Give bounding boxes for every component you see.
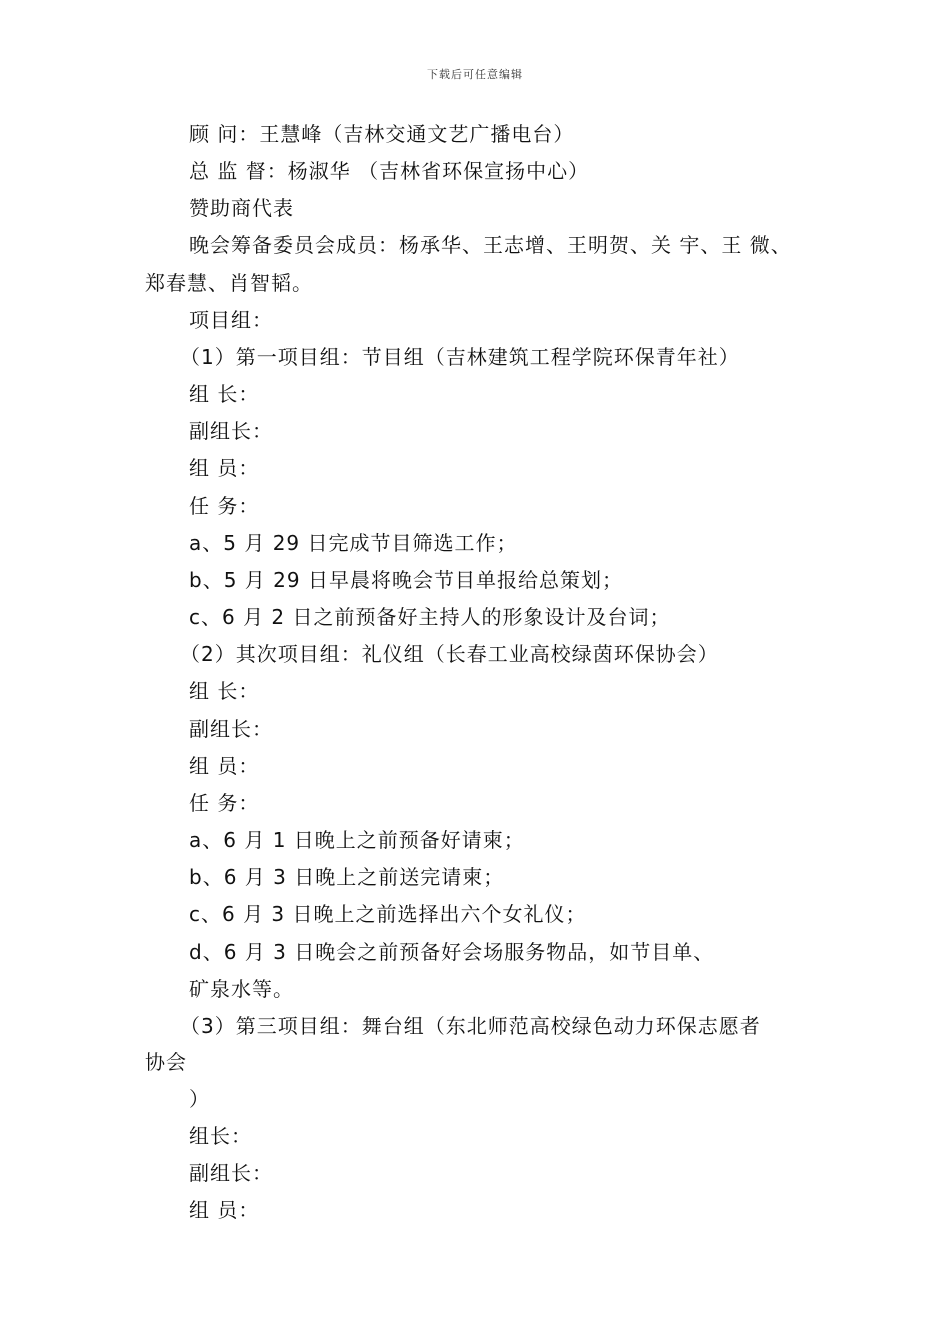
line-group2-deputy: 副组长：: [189, 717, 273, 741]
line-group3-deputy: 副组长：: [189, 1161, 273, 1185]
line-group2-task-a: a、6 月 1 日晚上之前预备好请柬；: [189, 828, 525, 852]
line-sponsor-rep: 赞助商代表: [189, 196, 294, 220]
line-group1-task-a: a、5 月 29 日完成节目筛选工作；: [189, 531, 518, 555]
header-note: 下载后可任意编辑: [427, 68, 523, 81]
line-committee-cont: 郑春慧、肖智韬。: [145, 271, 313, 295]
line-group2-task-d: d、6 月 3 日晚会之前预备好会场服务物品，如节目单、: [189, 940, 715, 964]
line-group2-task-b: b、6 月 3 日晚上之前送完请柬；: [189, 865, 505, 889]
line-committee: 晚会筹备委员会成员：杨承华、王志增、王明贺、关 宇、王 微、: [189, 233, 792, 257]
line-group2-tasks: 任 务：: [189, 791, 260, 815]
line-group1-deputy: 副组长：: [189, 419, 273, 443]
line-project-groups: 项目组：: [189, 308, 273, 332]
line-group2-leader: 组 长：: [189, 679, 260, 703]
line-group2-task-d-cont: 矿泉水等。: [189, 977, 294, 1001]
line-group1-title: （1）第一项目组：节目组（吉林建筑工程学院环保青年社）: [180, 345, 740, 369]
line-supervisor: 总 监 督：杨淑华 （吉林省环保宣扬中心）: [189, 159, 590, 183]
line-group2-title: （2）其次项目组：礼仪组（长春工业高校绿茵环保协会）: [180, 642, 719, 666]
line-group1-task-c: c、6 月 2 日之前预备好主持人的形象设计及台词；: [189, 605, 671, 629]
line-group2-members: 组 员：: [189, 754, 260, 778]
line-group3-title: （3）第三项目组：舞台组（东北师范高校绿色动力环保志愿者: [180, 1014, 761, 1038]
line-group1-task-b: b、5 月 29 日早晨将晚会节目单报给总策划；: [189, 568, 623, 592]
line-group3-title-close: ）: [189, 1087, 210, 1111]
line-group2-task-c: c、6 月 3 日晚上之前选择出六个女礼仪；: [189, 902, 587, 926]
line-group3-title-cont: 协会: [145, 1050, 187, 1074]
line-advisor: 顾 问：王慧峰（吉林交通文艺广播电台）: [189, 122, 575, 146]
line-group1-members: 组 员：: [189, 456, 260, 480]
line-group1-tasks: 任 务：: [189, 494, 260, 518]
line-group1-leader: 组 长：: [189, 382, 260, 406]
line-group3-members: 组 员：: [189, 1198, 260, 1222]
line-group3-leader: 组长：: [189, 1124, 252, 1148]
